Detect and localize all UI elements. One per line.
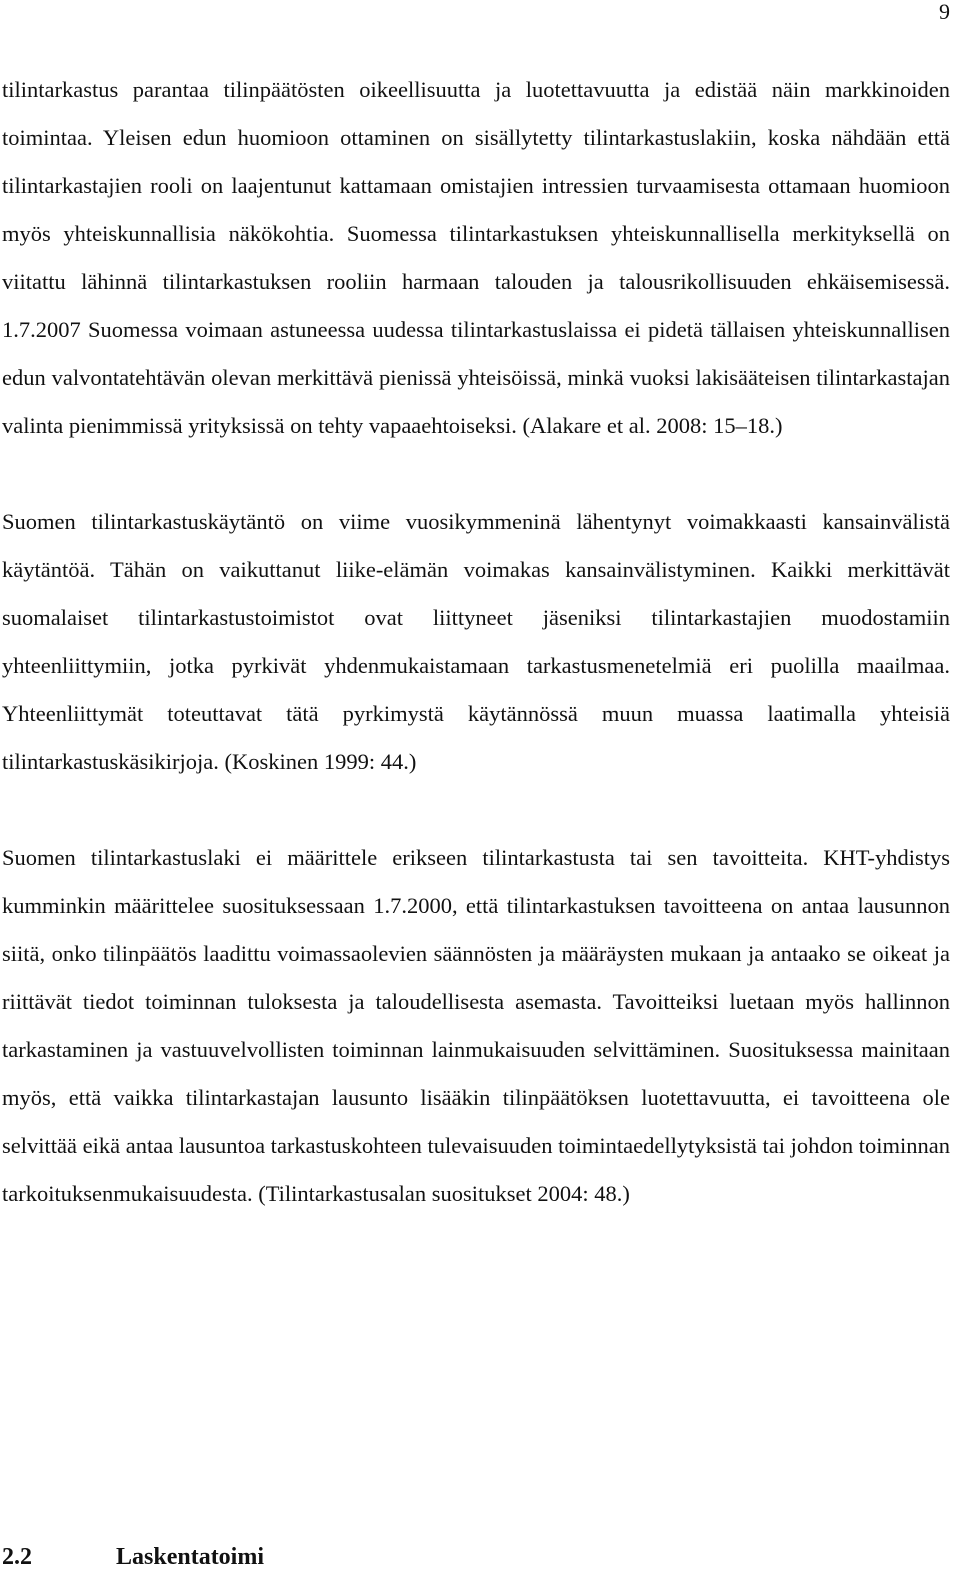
section-heading	[2, 1540, 264, 1574]
page-number: 9	[939, 0, 950, 24]
section-title: Laskentatoimi	[116, 1544, 265, 1570]
section-number: 2.2	[2, 1544, 32, 1570]
paragraph-2: Suomen tilintarkastuskäytäntö on viime vuosikymmeninä lähentynyt voimakkaasti kansainvälistä käytäntöä. Tähän on vaikuttanut liike-elämän voimakas kansainvälistyminen. Kaikki merkittävät suomalaiset tilintarkastustoimistot ovat liittyneet jäseniksi tilintarkastajien muodostamiin yhteenliittymiin, jotka pyrkivät yhdenmukaistamaan tarkastusmenetelmiä eri puolilla maailmaa. Yhteenliittymät toteuttavat tätä pyrkimystä käytännössä muun muassa laatimalla yhteisiä tilintarkastuskäsikirjoja. (Koskinen 1999: 44.)	[2, 509, 950, 774]
paragraph-1: tilintarkastus parantaa tilinpäätösten oikeellisuutta ja luotettavuutta ja edistää näin markkinoiden toimintaa. Yleisen edun huomioon ottaminen on sisällytetty tilintarkastuslakiin, koska nähdään että tilintarkastajien rooli on laajentunut kattamaan omistajien intressien turvaamisesta ottamaan huomioon myös yhteiskunnallisia näkökohtia. Suomessa tilintarkastuksen yhteiskunnallisella merkityksellä on viitattu lähinnä tilintarkastuksen rooliin harmaan talouden ja talousrikollisuuden ehkäisemisessä. 1.7.2007 Suomessa voimaan astuneessa uudessa tilintarkastuslaissa ei pidetä tällaisen yhteiskunnallisen edun valvontatehtävän olevan merkittävä pienissä yhteisöissä, minkä vuoksi lakisääteisen tilintarkastajan valinta pienimmissä yrityksissä on tehty vapaaehtoiseksi. (Alakare et al. 2008: 15–18.)	[2, 77, 950, 438]
paragraph-3: Suomen tilintarkastuslaki ei määrittele erikseen tilintarkastusta tai sen tavoitteita. KHT-yhdistys kumminkin määrittelee suosituksessaan 1.7.2000, että tilintarkastuksen tavoitteena on antaa lausunnon siitä, onko tilinpäätös laadittu voimassaolevien säännösten ja määräysten mukaan ja antaako se oikeat ja riittävät tiedot toiminnan tuloksesta ja taloudellisesta asemasta. Tavoitteiksi luetaan myös hallinnon tarkastaminen ja vastuuvelvollisten toiminnan lainmukaisuuden selvittäminen. Suosituksessa mainitaan myös, että vaikka tilintarkastajan lausunto lisääkin tilinpäätöksen luotettavuutta, ei tavoitteena ole selvittää eikä antaa lausuntoa tarkastuskohteen tulevaisuuden toimintaedellytyksistä tai johdon toiminnan tarkoituksenmukaisuudesta. (Tilintarkastusalan suositukset 2004: 48.)	[2, 845, 950, 1206]
body-text	[2, 66, 950, 1218]
